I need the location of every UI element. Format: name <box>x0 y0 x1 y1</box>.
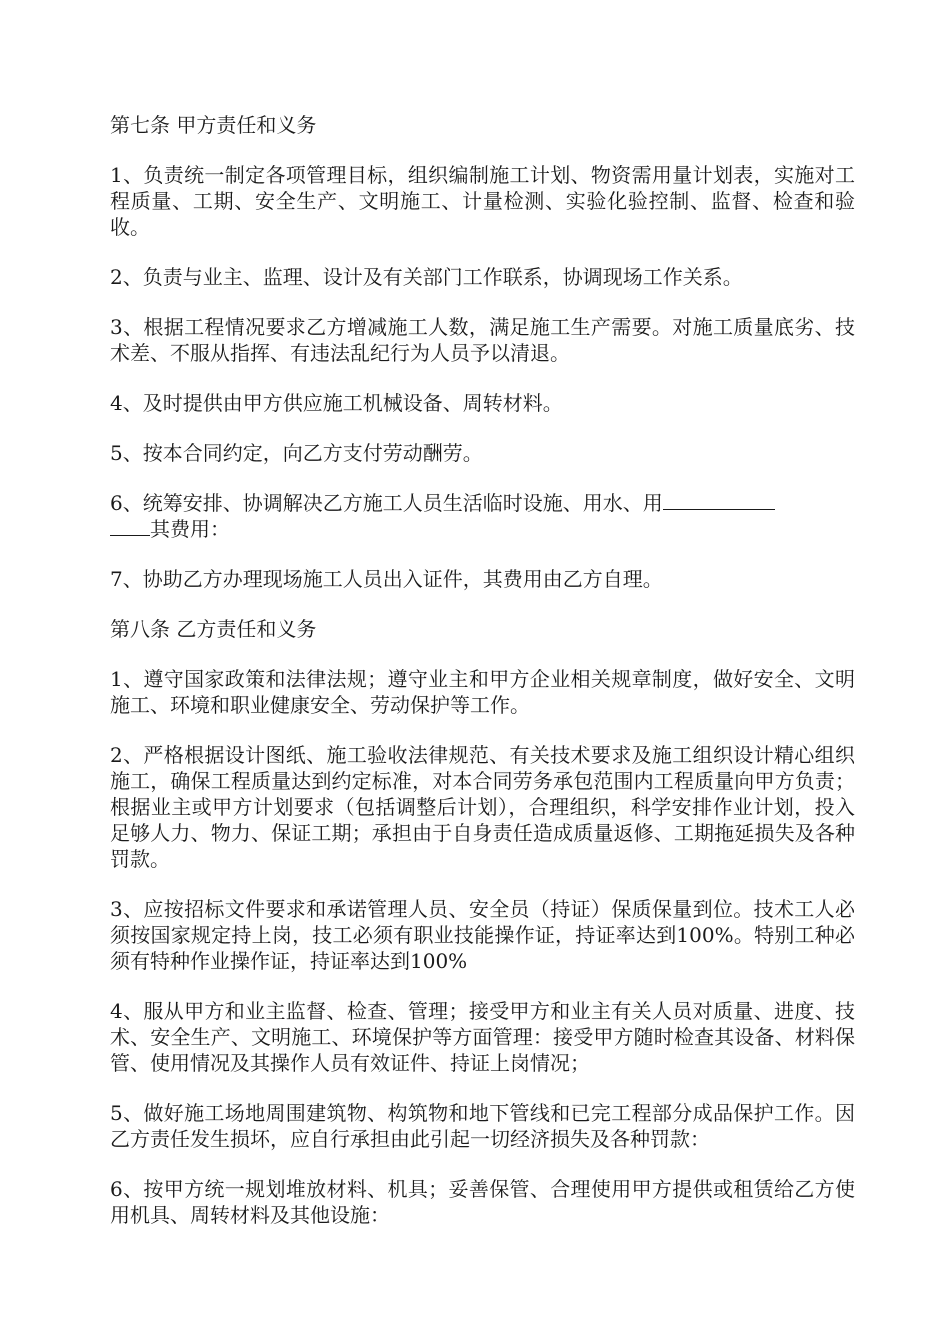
fill-in-blank-line <box>663 491 775 510</box>
section-7-item-2: 2、负责与业主、监理、设计及有关部门工作联系，协调现场工作关系。 <box>110 265 743 289</box>
section-7-item-6 <box>110 490 855 542</box>
section-8-item-2: 2、严格根据设计图纸、施工验收法律规范、有关技术要求及施工组织设计精心组织施工，确保工程质量达到约定标准，对本合同劳务承包范围内工程质量向甲方负责；根据业主或甲方计划要求（包括调整后计划），合理组织，科学安排作业计划，投入足够人力、物力、保证工期；承担由于自身责任造成质量返修、工期拖延损失及各种罚款。 <box>110 743 855 871</box>
section-7-item-6-tail: 其费用： <box>150 517 230 541</box>
document-page <box>110 112 855 1252</box>
section-7-item-3: 3、根据工程情况要求乙方增减施工人数，满足施工生产需要。对施工质量底劣、技术差、不服从指挥、有违法乱纪行为人员予以清退。 <box>110 315 855 365</box>
section-8-title: 第八条 乙方责任和义务 <box>110 617 317 641</box>
fill-in-blank-line-continued <box>110 517 150 536</box>
section-7-item-1: 1、负责统一制定各项管理目标，组织编制施工计划、物资需用量计划表，实施对工程质量、工期、安全生产、文明施工、计量检测、实验化验控制、监督、检查和验收。 <box>110 163 855 239</box>
section-8-item-3: 3、应按招标文件要求和承诺管理人员、安全员（持证）保质保量到位。技术工人必须按国家规定持上岗，技工必须有职业技能操作证，持证率达到100%。特别工种必须有特种作业操作证，持证率达到100% <box>110 897 855 973</box>
section-7-item-5: 5、按本合同约定，向乙方支付劳动酬劳。 <box>110 441 483 465</box>
section-7-item-7: 7、协助乙方办理现场施工人员出入证件，其费用由乙方自理。 <box>110 567 663 591</box>
section-8-item-6: 6、按甲方统一规划堆放材料、机具；妥善保管、合理使用甲方提供或租赁给乙方使用机具、周转材料及其他设施： <box>110 1177 855 1227</box>
section-8-item-4: 4、服从甲方和业主监督、检查、管理；接受甲方和业主有关人员对质量、进度、技术、安全生产、文明施工、环境保护等方面管理：接受甲方随时检查其设备、材料保管、使用情况及其操作人员有效证件、持证上岗情况； <box>110 999 855 1075</box>
section-7-title: 第七条 甲方责任和义务 <box>110 113 317 137</box>
section-7-item-6-text: 6、统筹安排、协调解决乙方施工人员生活临时设施、用水、用 <box>110 491 663 515</box>
section-7-item-4: 4、及时提供由甲方供应施工机械设备、周转材料。 <box>110 391 563 415</box>
section-8-item-5: 5、做好施工场地周围建筑物、构筑物和地下管线和已完工程部分成品保护工作。因乙方责任发生损坏，应自行承担由此引起一切经济损失及各种罚款： <box>110 1101 855 1151</box>
section-8-item-1: 1、遵守国家政策和法律法规；遵守业主和甲方企业相关规章制度，做好安全、文明施工、环境和职业健康安全、劳动保护等工作。 <box>110 667 855 717</box>
